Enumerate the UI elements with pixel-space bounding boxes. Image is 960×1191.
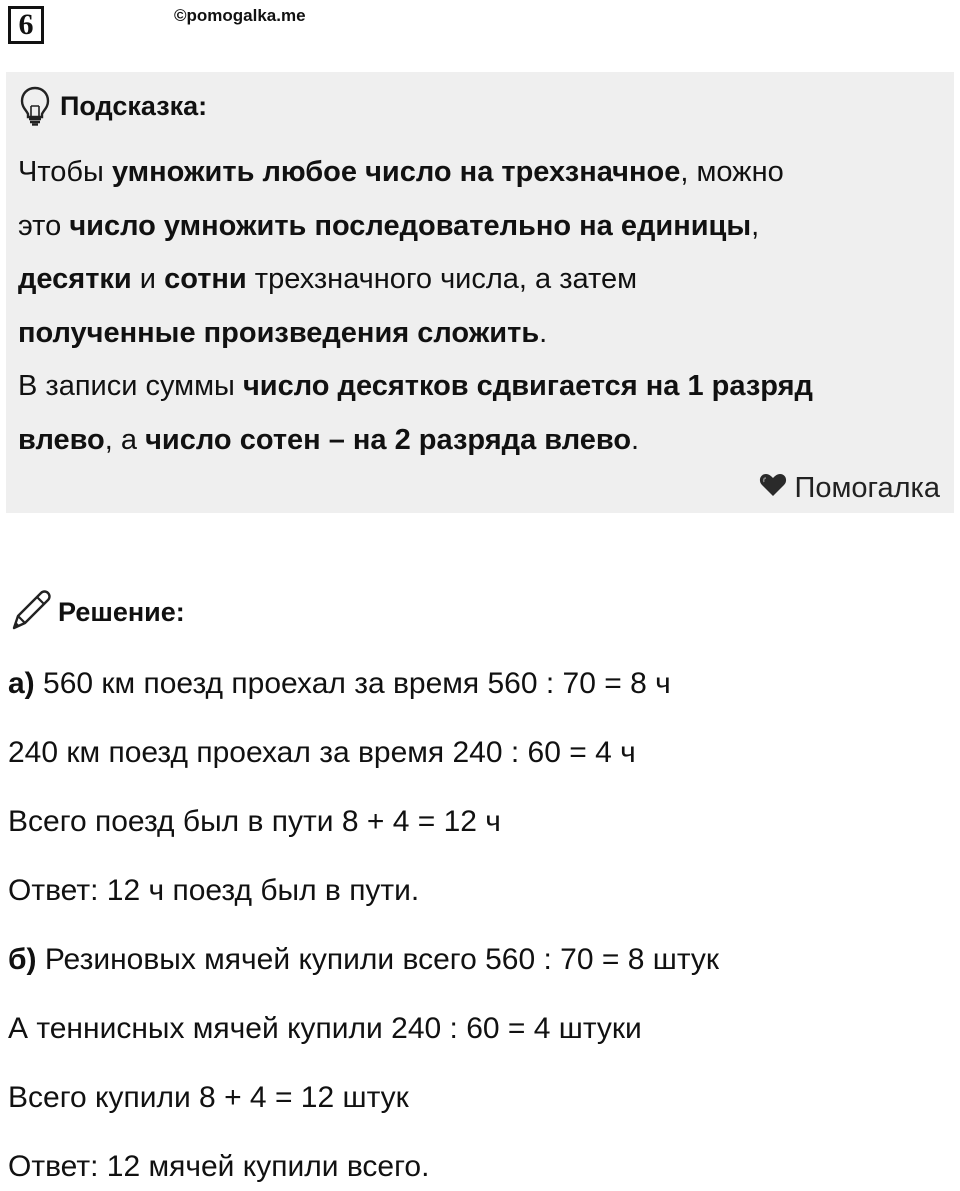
lightbulb-icon — [20, 86, 50, 126]
solution-title: Решение: — [58, 597, 185, 627]
solution-line-5: б) Резиновых мячей купили всего 560 : 70 = 8 штук — [8, 943, 720, 976]
hint-text — [18, 146, 948, 467]
solution-line-8: Ответ: 12 мячей купили всего. — [8, 1150, 430, 1183]
solution-line-7: Всего купили 8 + 4 = 12 штук — [8, 1081, 409, 1114]
hint-line-2: это число умножить последовательно на единицы, — [18, 209, 760, 242]
hint-header — [20, 84, 207, 128]
solution-line-1: а) 560 км поезд проехал за время 560 : 70 = 8 ч — [8, 667, 671, 700]
hint-line-5: В записи суммы число десятков сдвигается на 1 разряд — [18, 370, 813, 402]
solution-header — [10, 588, 185, 637]
solution-line-2: 240 км поезд проехал за время 240 : 60 = 4 ч — [8, 736, 636, 769]
hint-box — [6, 72, 954, 513]
heart-icon — [759, 472, 795, 505]
brand-signature — [759, 472, 940, 505]
hint-line-4: полученные произведения сложить. — [18, 316, 548, 349]
solution-line-3: Всего поезд был в пути 8 + 4 = 12 ч — [8, 805, 501, 838]
solution-line-6: А теннисных мячей купили 240 : 60 = 4 штуки — [8, 1012, 642, 1045]
hint-title: Подсказка: — [60, 90, 208, 121]
hint-line-3: десятки и сотни трехзначного числа, а затем — [18, 263, 638, 295]
hint-line-1: Чтобы умножить любое число на трехзначное, можно — [18, 156, 784, 188]
pencil-icon — [10, 588, 52, 637]
brand-name: Помогалка — [794, 472, 940, 504]
task-number-box: 6 — [8, 6, 44, 44]
solution-line-4: Ответ: 12 ч поезд был в пути. — [8, 874, 420, 907]
hint-line-6: влево, а число сотен – на 2 разряда влево. — [18, 423, 640, 456]
watermark: ©pomogalka.me — [174, 6, 306, 25]
